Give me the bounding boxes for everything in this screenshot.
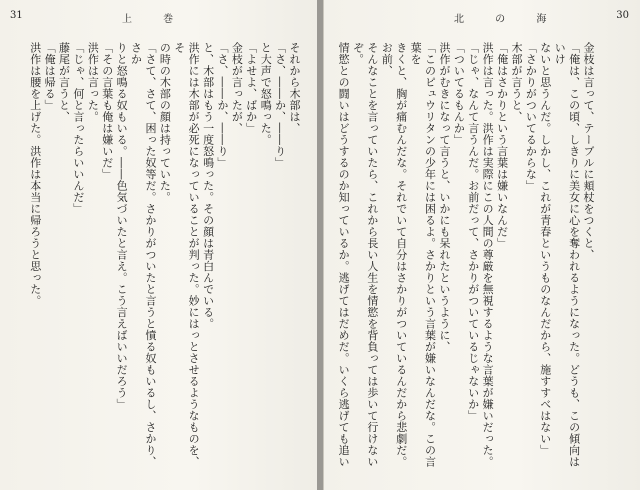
- left-page: [0, 0, 318, 490]
- text-line: 「よせよ、ばか」: [244, 42, 258, 134]
- text-line: 木部が言うと、: [509, 42, 523, 123]
- left-page-body: [15, 42, 301, 472]
- page-number-right: 30: [616, 10, 629, 21]
- text-line: 藤尾が言うと、: [57, 42, 71, 123]
- text-line: 情慾との闘いはどうするのか知っているか。逃げてはだめだ。いくら逃げても追い: [337, 42, 351, 468]
- text-line: 「さかりがついてるからな」: [524, 42, 538, 192]
- running-head-right: 北 の 海: [454, 14, 561, 25]
- text-line: それから木部は、: [288, 42, 301, 134]
- text-line: 「俺は帰る」: [43, 42, 57, 111]
- text-line: 洪作は言った。洪作は実際にこの人間の尊厳を無視するような言葉が嫌いだった。: [481, 42, 495, 468]
- text-line: 「その言葉も俺は嫌いだ」: [100, 42, 114, 180]
- text-line: 洪作は言った。: [86, 42, 100, 123]
- text-line: 「このピュウリタンの少年には困るよ。さかりという言葉が嫌いなんだな。この言葉を: [409, 42, 437, 468]
- text-line: きくと、胸が痛むんだな。それでいて自分はさかりがついているんだから悲劇だ。お前、: [380, 42, 408, 468]
- right-page-body: [337, 42, 595, 472]
- text-line: そんなことを言っていたら、これから長い人生を情慾を背負っては歩いて行けないぞ。: [351, 42, 379, 468]
- text-line: 「さて、さて、困った奴等だ。さかりがついたと言うと憤る奴もいるし、さかり、さか: [129, 42, 157, 468]
- running-head-left: 上 巻: [122, 14, 188, 25]
- text-line: 洪作には木部が必死になっていることが判った。妙にはっとさせるようなものを、そ: [172, 42, 201, 468]
- text-line: の時の木部の顔は持っていた。: [158, 42, 172, 203]
- text-line: 「さ、――か、――り」: [273, 42, 287, 169]
- text-line: 「さ、――か、――り」: [215, 42, 229, 169]
- text-line: と、木部はもう一度怒鳴った。その顔は青白んでいる。: [201, 42, 215, 330]
- text-line: 洪作は腰を上げた。洪作は本当に帰ろうと思った。: [28, 42, 42, 307]
- text-line: 金枝が言ったが、: [230, 42, 244, 134]
- text-line: 洪作がむきになって言うと、いかにも呆れたというように、: [437, 42, 451, 353]
- page-number-left: 31: [10, 10, 23, 21]
- right-page: [323, 0, 640, 490]
- text-line: 「じゃ、なんて言うんだ。お前だって、さかりがついているじゃないか」: [466, 42, 480, 422]
- text-line: 「じゃ、何と言ったらいいんだ」: [71, 42, 85, 215]
- text-line: 「ついてるもんか」: [452, 42, 466, 146]
- text-line: と大声で怒鳴った。: [259, 42, 273, 146]
- text-line: 「俺は、この頃、しきりに美女に心を奪われるようになった。どうも、この傾向はいけ: [553, 42, 581, 468]
- text-line: 金枝は言って、テーブルに頬杖をつくと、: [582, 42, 595, 261]
- text-line: 「俺はさかりという言葉は嫌いなんだ」: [495, 42, 509, 249]
- text-line: ないと思うんだ。しかし、これが青春というものなんだから、施すすべはない」: [538, 42, 552, 456]
- text-line: りと怒鳴る奴もいる。――色気づいたと言え。こう言えばいいだろう」: [115, 42, 129, 410]
